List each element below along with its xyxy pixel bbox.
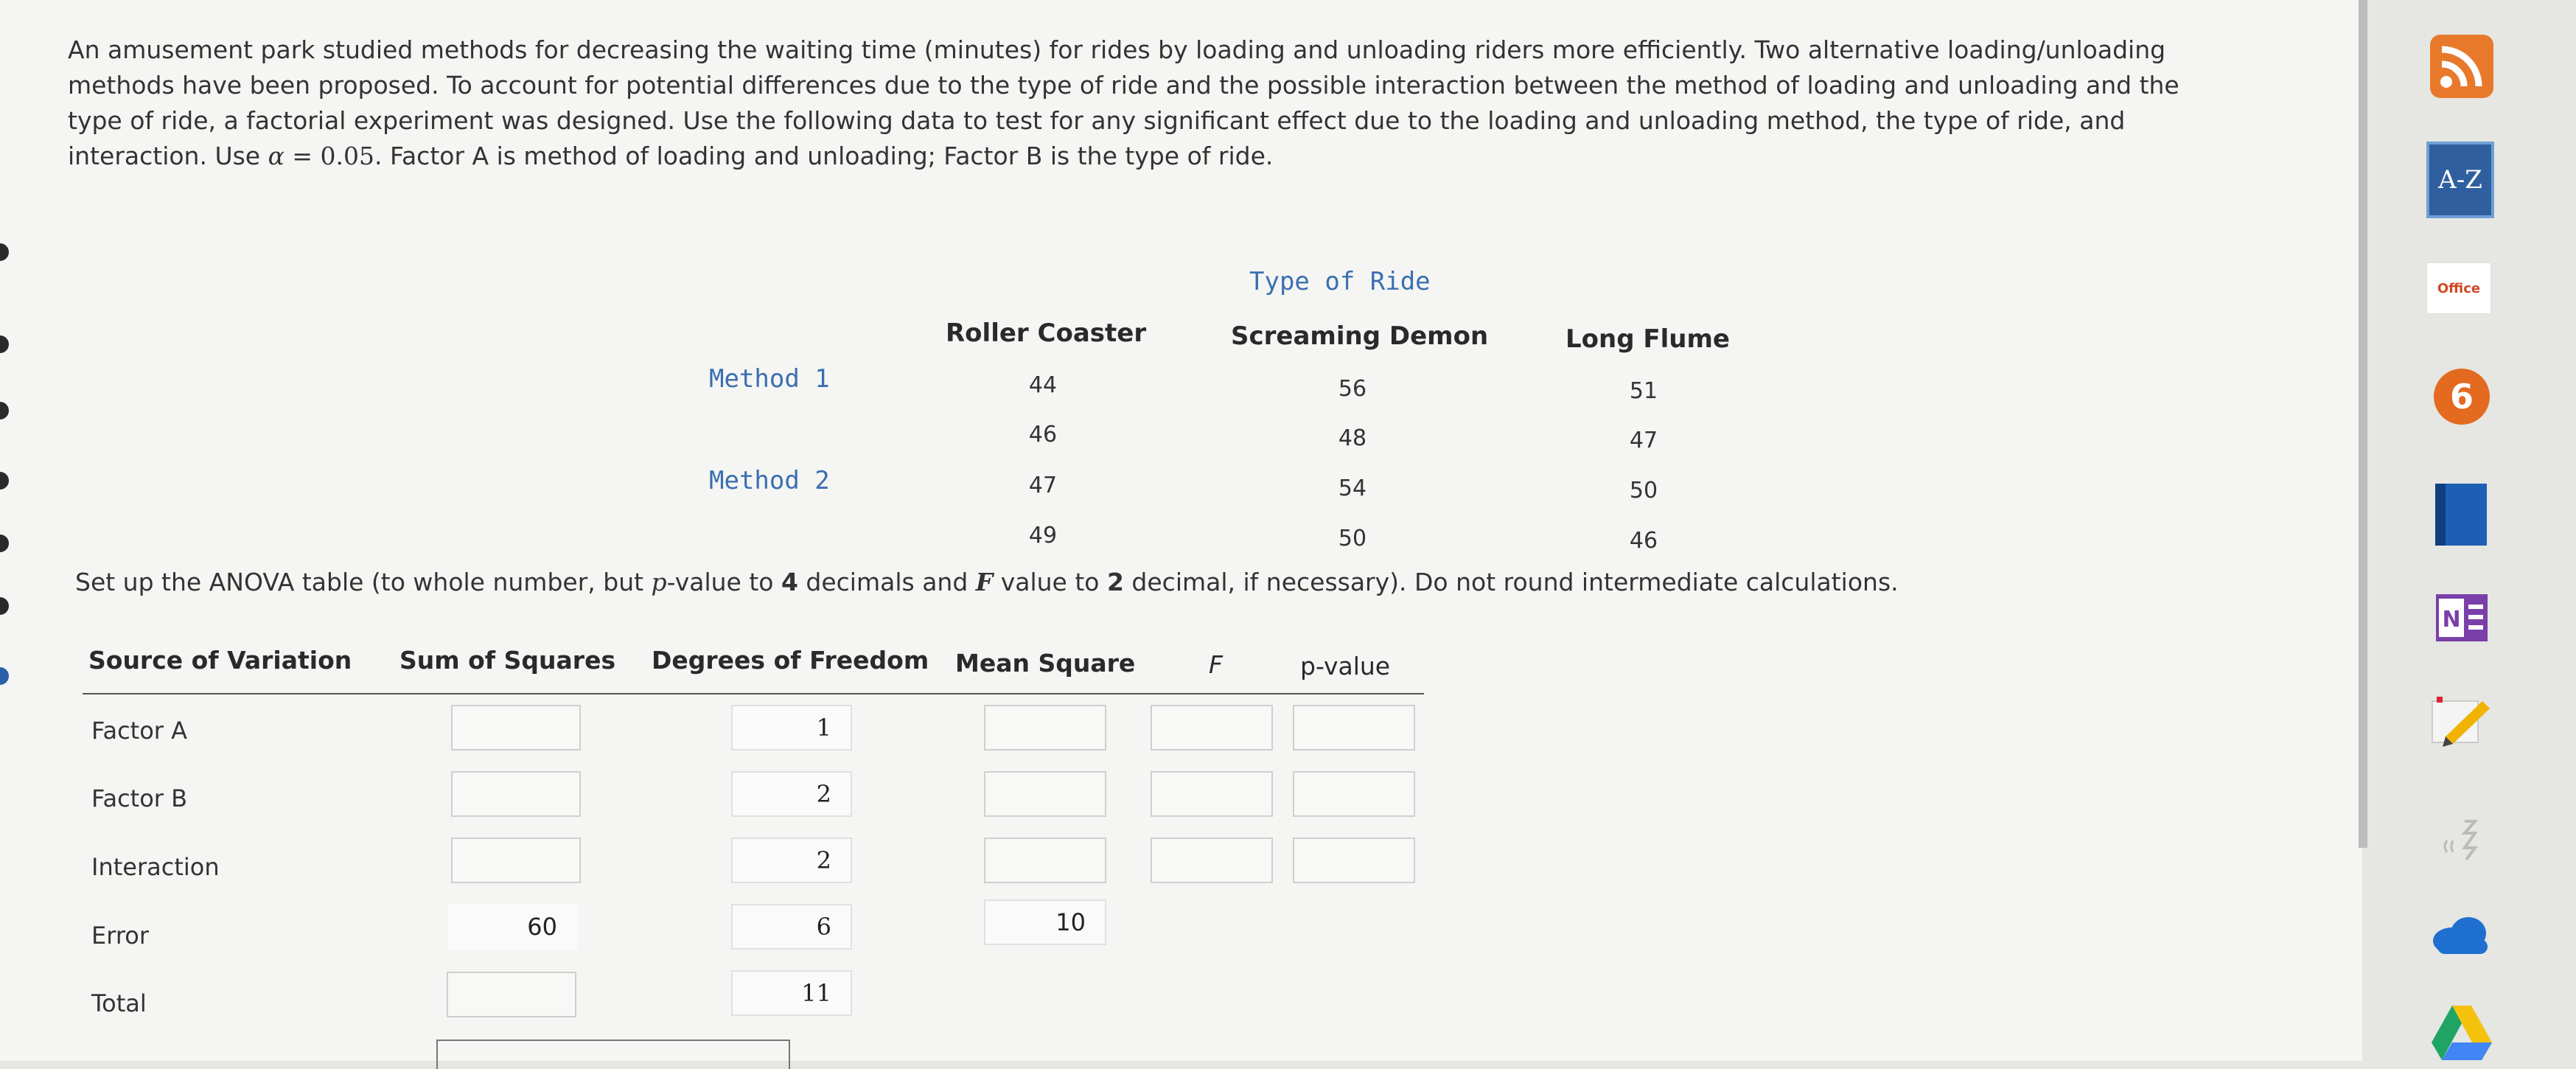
- pencil-icon[interactable]: [2426, 686, 2497, 756]
- factor-a-p-input[interactable]: [1293, 705, 1415, 751]
- factor-b-f-input[interactable]: [1151, 771, 1273, 817]
- data-cell: 46: [1028, 422, 1058, 448]
- anova-row-label: Factor B: [91, 784, 188, 812]
- data-cell: 46: [1629, 528, 1658, 554]
- error-df-value: 6: [731, 904, 852, 950]
- interaction-f-input[interactable]: [1151, 838, 1273, 883]
- data-cell: 48: [1338, 425, 1367, 451]
- edge-bullet: [0, 597, 9, 615]
- data-cell: 54: [1338, 476, 1367, 501]
- office-icon[interactable]: Office: [2426, 262, 2491, 314]
- edge-bullet: [0, 335, 9, 353]
- method-label: Method 2: [709, 466, 830, 495]
- alpha-value: 0.05: [320, 142, 375, 170]
- cloud-icon[interactable]: [2426, 899, 2497, 970]
- answer-dropdown[interactable]: [436, 1040, 790, 1069]
- data-table-title: Type of Ride: [1249, 267, 1431, 296]
- factor-b-ss-input[interactable]: [451, 771, 581, 817]
- factor-b-ms-input[interactable]: [984, 771, 1106, 817]
- problem-statement: [68, 32, 2279, 174]
- alpha-symbol: α: [268, 142, 285, 170]
- data-cell: 50: [1338, 526, 1367, 551]
- data-cell: 49: [1028, 523, 1058, 549]
- scrollbar[interactable]: [2359, 0, 2367, 848]
- data-cell: 51: [1629, 378, 1658, 404]
- radio-icon[interactable]: [2426, 805, 2497, 876]
- total-ss-input[interactable]: [447, 972, 576, 1017]
- anova-instructions: Set up the ANOVA table (to whole number, but p-value to 4 decimals and F value to 2 decimal, if necessary). Do not round intermediate calculations.: [75, 568, 1899, 596]
- problem-line: methods have been proposed. To account for potential differences due to the type of ride and the possible interaction between the method of loading and unloading and the: [68, 71, 2179, 100]
- data-cell: 47: [1028, 473, 1058, 498]
- error-ms-value: 10: [984, 899, 1106, 945]
- column-header: Screaming Demon: [1231, 321, 1489, 351]
- edge-bullet: [0, 534, 9, 552]
- anova-header-f: F: [1209, 650, 1223, 679]
- column-header: Roller Coaster: [946, 318, 1147, 348]
- drive-icon[interactable]: [2426, 997, 2497, 1068]
- interaction-p-input[interactable]: [1293, 838, 1415, 883]
- method-label: Method 1: [709, 364, 830, 394]
- onenote-icon[interactable]: [2426, 582, 2497, 653]
- edge-bullet: [0, 243, 9, 261]
- data-cell: 50: [1629, 478, 1658, 504]
- book-icon[interactable]: [2426, 479, 2497, 550]
- anova-header-source: Source of Variation: [88, 646, 352, 675]
- edge-bullet: [0, 472, 9, 490]
- edge-bullet: [0, 402, 9, 419]
- anova-header-p: p-value: [1300, 652, 1391, 680]
- factor-a-ms-input[interactable]: [984, 705, 1106, 751]
- rss-icon[interactable]: [2426, 31, 2497, 102]
- factor-a-df-value: 1: [731, 705, 852, 751]
- error-ss-value: 60: [448, 904, 578, 950]
- interaction-ms-input[interactable]: [984, 838, 1106, 883]
- svg-text:N: N: [2442, 607, 2461, 633]
- svg-text:6: 6: [2449, 377, 2474, 417]
- anova-row-label: Interaction: [91, 853, 220, 881]
- six-icon[interactable]: [2426, 361, 2497, 432]
- anova-header-ss: Sum of Squares: [399, 646, 616, 675]
- data-cell: 56: [1338, 376, 1367, 402]
- anova-row-label: Factor A: [91, 717, 188, 745]
- problem-line: interaction. Use α = 0.05. Factor A is method of loading and unloading; Factor B is the type of ride.: [68, 142, 1274, 170]
- column-header: Long Flume: [1566, 324, 1730, 354]
- problem-line: An amusement park studied methods for decreasing the waiting time (minutes) for rides by loading and unloading riders more efficiently. Two alternative loading/unloading: [68, 35, 2166, 64]
- anova-header-df: Degrees of Freedom: [652, 646, 929, 675]
- anova-row-label: Error: [91, 922, 149, 950]
- interaction-ss-input[interactable]: [451, 838, 581, 883]
- az-icon[interactable]: A-Z: [2426, 142, 2494, 218]
- problem-line: type of ride, a factorial experiment was designed. Use the following data to test for any significant effect due to the loading and unloading method, the type of ride, and: [68, 106, 2126, 135]
- total-df-value: 11: [731, 970, 852, 1016]
- anova-header-rule: [83, 693, 1424, 694]
- factor-a-f-input[interactable]: [1151, 705, 1273, 751]
- factor-b-p-input[interactable]: [1293, 771, 1415, 817]
- interaction-df-value: 2: [731, 838, 852, 883]
- edge-bullet: [0, 667, 9, 685]
- data-cell: 44: [1028, 372, 1058, 398]
- data-cell: 47: [1629, 428, 1658, 453]
- factor-b-df-value: 2: [731, 771, 852, 817]
- factor-a-ss-input[interactable]: [451, 705, 581, 751]
- anova-row-label: Total: [91, 989, 147, 1017]
- anova-header-ms: Mean Square: [955, 649, 1136, 678]
